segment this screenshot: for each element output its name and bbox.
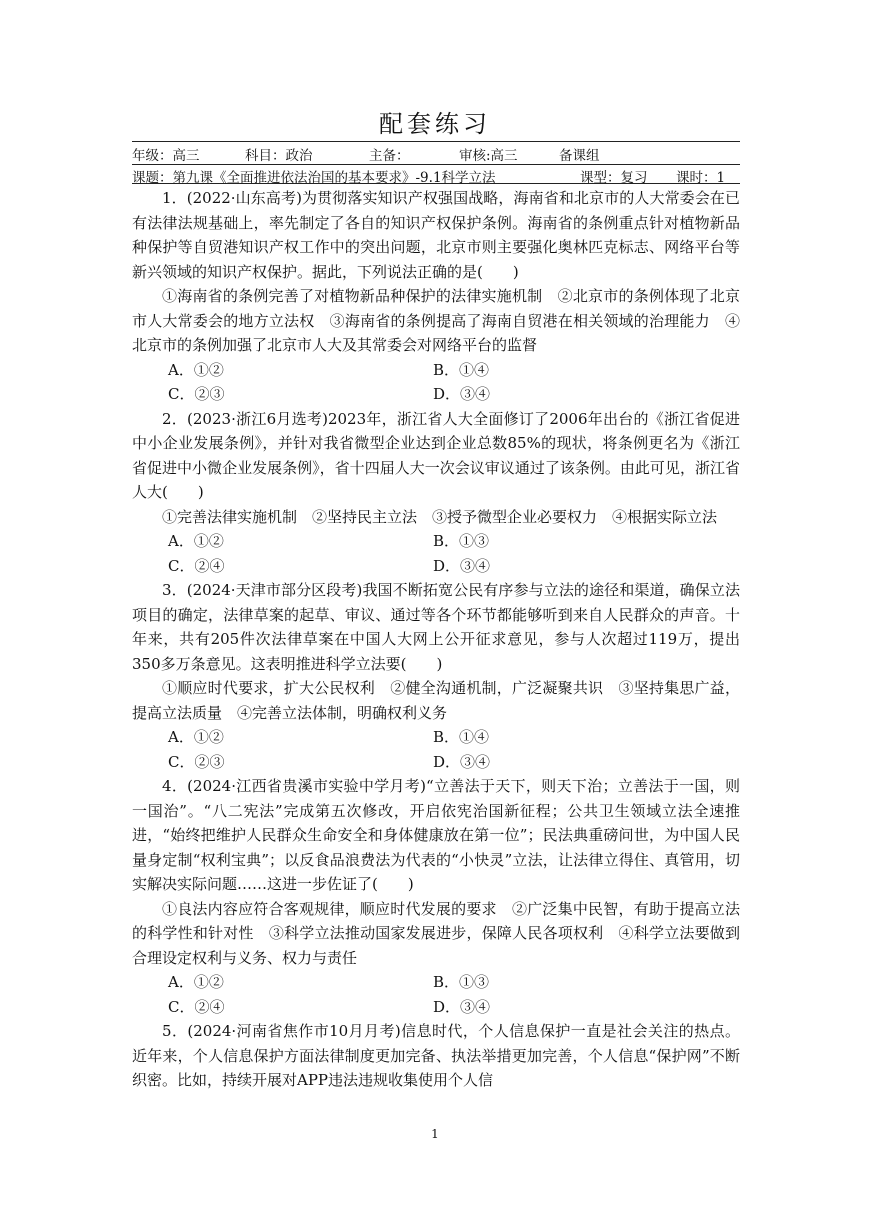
question-list [132, 186, 740, 1093]
header-info-row [132, 144, 740, 164]
question-2-stem: 2．(2023·浙江6月选考)2023年，浙江省人大全面修订了2006年出台的《浙江省促进中小企业发展条例》，并针对我省微型企业达到企业总数85%的现状，将条例更名为《浙江省促进中小微企业发展条例》，省十四届人大一次会议审议通过了该条例。由此可见，浙江省人大( ) [132, 409, 740, 501]
reviewer-label: 审核:高三 [459, 148, 518, 164]
option-a: A．①② [168, 360, 224, 379]
question-1-options-row2 [132, 382, 740, 407]
question-1-stem: 1．(2022·山东高考)为贯彻落实知识产权强国战略，海南省和北京市的人大常委会在已有法律法规基础上，率先制定了各自的知识产权保护条例。海南省的条例重点针对植物新品种保护等自贸港知识产权工作中的突出问题，北京市则主要强化奥林匹克标志、网络平台等新兴领域的知识产权保护。据此，下列说法正确的是( ) [132, 189, 740, 281]
question-4-options-row1 [132, 970, 740, 995]
question-1-items: ①海南省的条例完善了对植物新品种保护的法律实施机制 ②北京市的条例体现了北京市人大常委会的地方立法权 ③海南省的条例提高了海南自贸港在相关领域的治理能力 ④北京市的条例加强了北京市人大及其常委会对网络平台的监督 [132, 287, 740, 354]
option-c: C．②④ [168, 997, 225, 1016]
question-4-stem: 4．(2024·江西省贵溪市实验中学月考)“立善法于天下，则天下治；立善法于一国，则一国治”。“八二宪法”完成第五次修改，开启依宪治国新征程；公共卫生领域立法全速推进，“始终把维护人民群众生命安全和身体健康放在第一位”；民法典重磅问世，为中国人民量身定制“权利宝典”；以反食品浪费法为代表的“小快灵”立法，让法律立得住、真管用，切实解决实际问题……这进一步佐证了( ) [132, 777, 740, 893]
option-a: A．①② [168, 728, 224, 746]
question-5-stem: 5．(2024·河南省焦作市10月月考)信息时代，个人信息保护一直是社会关注的热点。近年来，个人信息保护方面法律制度更加完备、执法举措更加完善，个人信息“保护网”不断织密。比如，持续开展对APP违法违规收集使用个人信 [132, 1022, 740, 1089]
question-3-stem: 3．(2024·天津市部分区段考)我国不断拓宽公民有序参与立法的途径和渠道，确保立法项目的确定，法律草案的起草、审议、通过等各个环节都能够听到来自人民群众的声音。十年来，共有205件次法律草案在中国人大网上公开征求意见，参与人次超过119万，提出350多万条意见。这表明推进科学立法要( ) [132, 581, 740, 673]
option-c: C．②③ [168, 385, 225, 403]
option-b: B．①④ [433, 360, 490, 379]
header-rule-top [132, 141, 740, 142]
question-2-options-row2 [132, 554, 740, 579]
topic-label: 课题：第九课《全面推进依法治国的基本要求》-9.1科学立法 [132, 170, 496, 186]
option-a: A．①② [168, 973, 224, 991]
option-d: D．③④ [433, 556, 491, 575]
question-3-items: ①顺应时代要求，扩大公民权利 ②健全沟通机制，广泛凝聚共识 ③坚持集思广益，提高立法质量 ④完善立法体制，明确权利义务 [132, 679, 740, 722]
option-c: C．②④ [168, 556, 225, 575]
page-number: 1 [431, 1127, 439, 1141]
option-c: C．②③ [168, 752, 225, 771]
question-3-options-row1 [132, 725, 740, 750]
option-b: B．①③ [433, 973, 490, 991]
question-2-options-row1 [132, 529, 740, 554]
option-d: D．③④ [433, 385, 491, 403]
type-label: 课型：复习 [580, 170, 648, 186]
question-4-options-row2 [132, 995, 740, 1020]
option-b: B．①③ [433, 532, 490, 550]
question-2-items: ①完善法律实施机制 ②坚持民主立法 ③授予微型企业必要权力 ④根据实际立法 [162, 507, 718, 526]
header-rule-mid [132, 164, 740, 165]
option-b: B．①④ [433, 728, 490, 746]
option-d: D．③④ [433, 752, 491, 771]
question-1-options-row1 [132, 358, 740, 383]
header-rule-bottom [132, 183, 740, 184]
group-label: 备课组 [559, 148, 600, 164]
grade-label: 年级：高三 [132, 148, 200, 164]
subject-label: 科目：政治 [245, 148, 313, 164]
option-d: D．③④ [433, 997, 491, 1016]
page-title: 配套练习 [379, 110, 491, 138]
option-a: A．①② [168, 532, 224, 550]
question-4-items: ①良法内容应符合客观规律，顺应时代发展的要求 ②广泛集中民智，有助于提高立法的科学性和针对性 ③科学立法推动国家发展进步，保障人民各项权利 ④科学立法要做到合理设定权利与义务、权力与责任 [132, 899, 740, 967]
period-label: 课时：1 [676, 170, 726, 186]
question-3-options-row2 [132, 750, 740, 775]
editor-label: 主备： [369, 148, 410, 164]
